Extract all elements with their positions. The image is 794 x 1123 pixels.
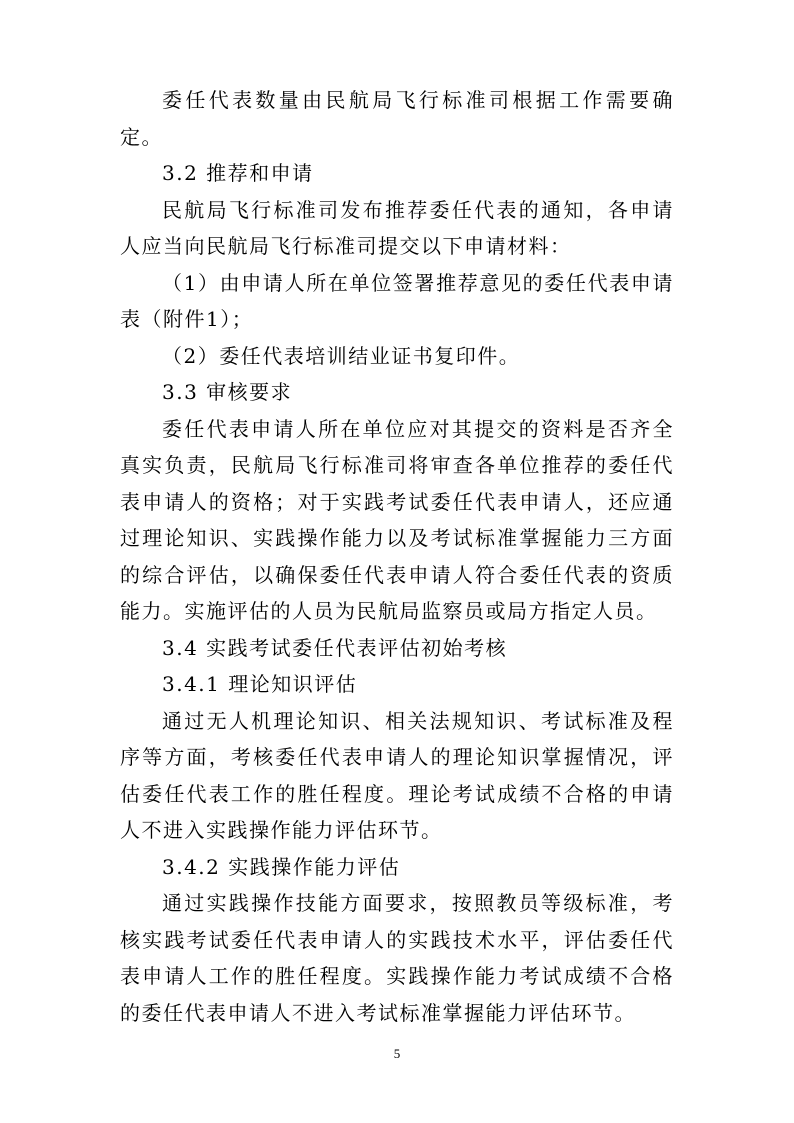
paragraph-item-1: （1）由申请人所在单位签署推荐意见的委任代表申请表（附件1）；	[120, 270, 674, 331]
section-heading-3-3: 3.3 审核要求	[162, 380, 293, 404]
section-heading-3-2: 3.2 推荐和申请	[162, 161, 314, 185]
paragraph-delegate-quantity: 委任代表数量由民航局飞行标准司根据工作需要确定。	[120, 88, 674, 149]
section-heading-3-4-1: 3.4.1 理论知识评估	[162, 672, 358, 696]
paragraph-theory-assessment: 通过无人机理论知识、相关法规知识、考试标准及程序等方面，考核委任代表申请人的理论知识掌握情况，评估委任代表工作的胜任程度。理论考试成绩不合格的申请人不进入实践操作能力评估环节。	[120, 708, 674, 842]
paragraph-practical-assessment: 通过实践操作技能方面要求，按照教员等级标准，考核实践考试委任代表申请人的实践技术水平，评估委任代表申请人工作的胜任程度。实践操作能力考试成绩不合格的委任代表申请人不进入考试标准掌握能力评估环节。	[120, 891, 674, 1025]
document-body	[120, 82, 674, 1031]
page-number: 5	[393, 1046, 401, 1061]
section-heading-3-4-2: 3.4.2 实践操作能力评估	[162, 854, 401, 879]
paragraph-recommendation-notice: 民航局飞行标准司发布推荐委任代表的通知，各申请人应当向民航局飞行标准司提交以下申请材料：	[120, 197, 674, 258]
paragraph-item-2: （2）委任代表培训结业证书复印件。	[162, 343, 521, 368]
section-heading-3-4: 3.4 实践考试委任代表评估初始考核	[162, 635, 508, 660]
paragraph-review-requirements: 委任代表申请人所在单位应对其提交的资料是否齐全真实负责，民航局飞行标准司将审查各单位推荐的委任代表申请人的资格；对于实践考试委任代表申请人，还应通过理论知识、实践操作能力以及考试标准掌握能力三方面的综合评估，以确保委任代表申请人符合委任代表的资质能力。实施评估的人员为民航局监察员或局方指定人员。	[120, 416, 674, 623]
